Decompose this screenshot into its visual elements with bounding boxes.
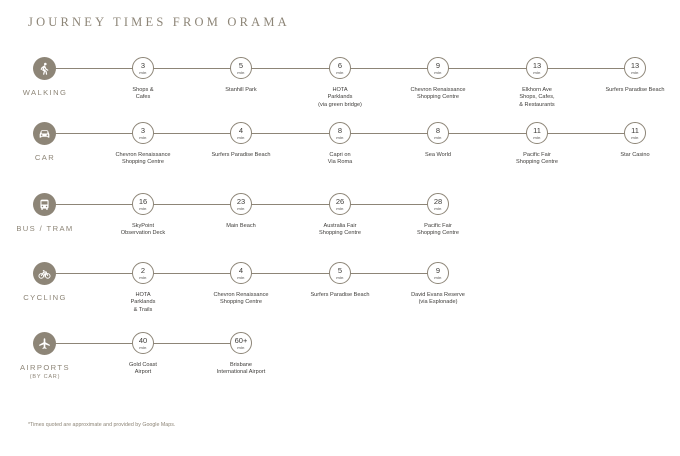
time-unit: min xyxy=(434,69,442,75)
time-value: 23 xyxy=(236,196,246,206)
time-unit: min xyxy=(336,69,344,75)
time-circle xyxy=(132,332,154,354)
destination-label: Chevron Renaissance Shopping Centre xyxy=(213,292,269,306)
destination-label: Surfers Paradise Beach xyxy=(310,292,370,298)
destination-label: David Evans Reserve (via Esplonade) xyxy=(411,292,465,306)
journey-row-bus-tram xyxy=(0,136,680,237)
mode-sublabel: (BY CAR) xyxy=(29,374,61,380)
destination-label: Pacific Fair Shopping Centre xyxy=(516,152,558,166)
time-unit: min xyxy=(336,205,344,211)
time-unit: min xyxy=(139,274,147,280)
time-value: 5 xyxy=(238,60,244,70)
destination-label: Chevron Renaissance Shopping Centre xyxy=(410,87,466,101)
destination-label: Gold Coast Airport xyxy=(129,362,157,376)
time-unit: min xyxy=(434,274,442,280)
time-unit: min xyxy=(237,69,245,75)
time-value: 8 xyxy=(337,125,343,135)
time-value: 8 xyxy=(435,125,441,135)
time-value: 3 xyxy=(140,125,146,135)
mode-label-text: WALKING xyxy=(22,88,68,97)
journey-row-car xyxy=(0,65,680,166)
time-unit: min xyxy=(139,69,147,75)
time-unit: min xyxy=(237,205,245,211)
destination-label: Star Casino xyxy=(620,152,650,158)
mode-label-text: CAR xyxy=(34,153,56,162)
time-value: 9 xyxy=(435,60,441,70)
time-unit: min xyxy=(336,274,344,280)
destination-label: Capri on Via Roma xyxy=(327,152,353,166)
time-unit: min xyxy=(533,134,541,140)
mode-label-text: AIRPORTS xyxy=(20,363,70,372)
destination-label: Brisbane International Airport xyxy=(216,362,266,376)
time-value: 13 xyxy=(532,60,542,70)
mode-label-text: CYCLING xyxy=(23,293,67,302)
destination-label: Main Beach xyxy=(226,223,256,229)
time-unit: min xyxy=(434,205,442,211)
destination-label: Surfers Paradise Beach xyxy=(605,87,665,93)
time-unit: min xyxy=(139,205,147,211)
time-unit: min xyxy=(237,134,245,140)
time-value: 2 xyxy=(140,265,146,275)
destination-label: Elkhorn Ave Shops, Cafes, & Restaurants xyxy=(519,87,555,108)
time-value: 9 xyxy=(435,265,441,275)
time-value: 16 xyxy=(138,196,148,206)
time-circle xyxy=(230,332,252,354)
time-unit: min xyxy=(139,134,147,140)
time-unit: min xyxy=(237,274,245,280)
time-value: 13 xyxy=(630,60,640,70)
time-value: 11 xyxy=(631,125,639,135)
time-unit: min xyxy=(631,69,639,75)
time-unit: min xyxy=(533,69,541,75)
time-unit: min xyxy=(434,134,442,140)
time-value: 6 xyxy=(337,60,343,70)
destination-label: HOTA Parklands (via green bridge) xyxy=(318,87,362,108)
time-value: 4 xyxy=(238,265,244,275)
time-value: 28 xyxy=(433,196,443,206)
destination-label: Stanhill Park xyxy=(225,87,257,93)
destination-label: Sea World xyxy=(424,152,451,158)
time-unit: min xyxy=(336,134,344,140)
time-unit: min xyxy=(139,344,147,350)
time-unit: min xyxy=(631,134,639,140)
destination-label: Shops & Cafes xyxy=(132,87,154,101)
destination-label: Australia Fair Shopping Centre xyxy=(319,223,361,237)
journey-row-airports xyxy=(0,275,680,380)
time-value: 26 xyxy=(335,196,345,206)
airplane-icon xyxy=(33,332,56,355)
destination-label: Chevron Renaissance Shopping Centre xyxy=(115,152,171,166)
destination-label: Surfers Paradise Beach xyxy=(211,152,271,158)
time-value: 11 xyxy=(533,125,541,135)
time-value: 4 xyxy=(238,125,244,135)
time-unit: min xyxy=(237,344,245,350)
mode-label-text: BUS / TRAM xyxy=(16,224,74,233)
time-value: 60+ xyxy=(234,335,248,345)
mode-label xyxy=(0,363,90,380)
destination-label: Pacific Fair Shopping Centre xyxy=(417,223,459,237)
footnote: *Times quoted are approximate and provided by Google Maps. xyxy=(28,422,176,428)
destination-label: SkyPoint Observation Deck xyxy=(120,223,166,237)
journey-row-cycling xyxy=(0,205,680,313)
time-value: 5 xyxy=(337,265,343,275)
time-value: 3 xyxy=(140,60,146,70)
time-value: 40 xyxy=(138,335,148,345)
destination-label: HOTA Parklands & Trails xyxy=(130,292,156,313)
page-title: JOURNEY TIMES FROM ORAMA xyxy=(28,15,290,29)
